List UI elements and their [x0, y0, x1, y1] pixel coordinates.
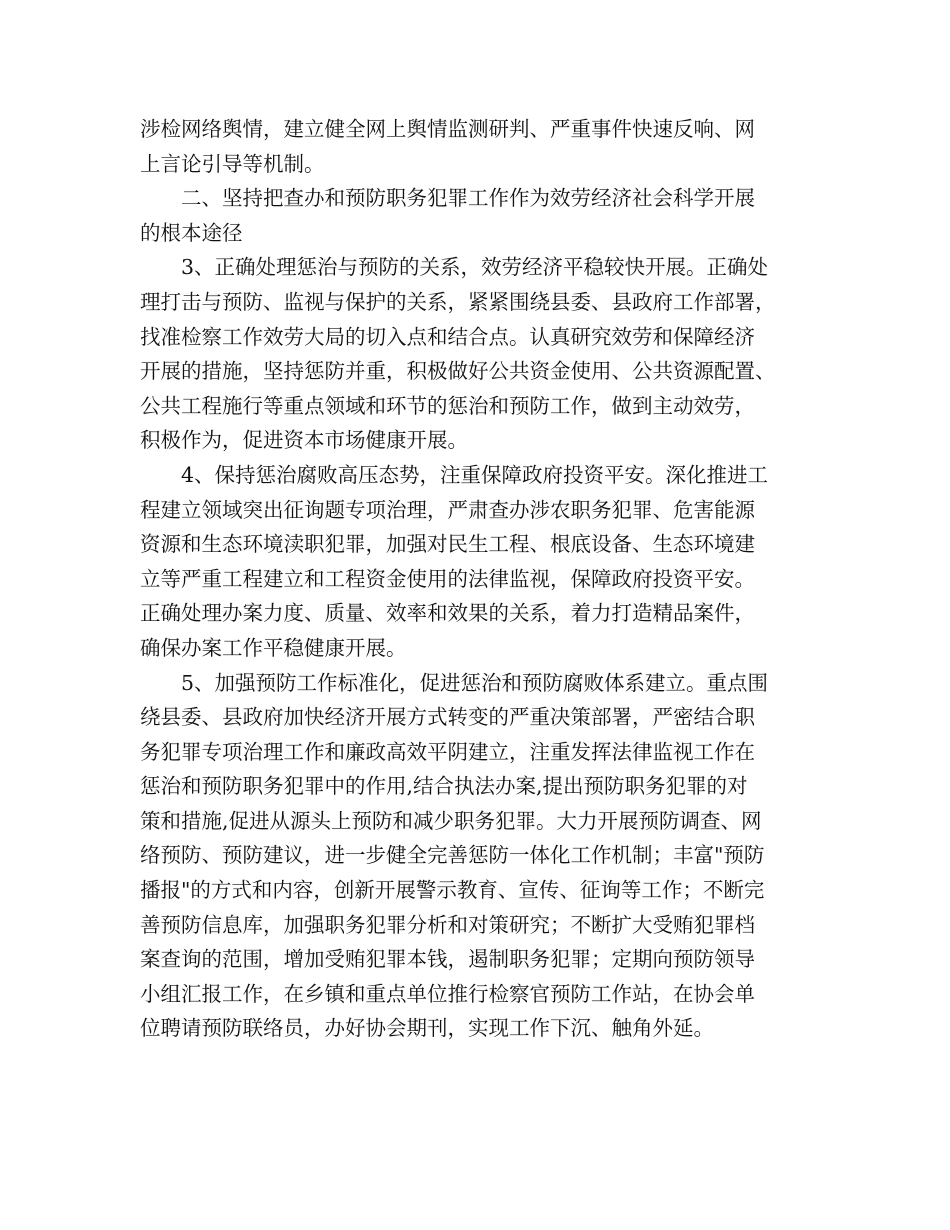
text-line: 理打击与预防、监视与保护的关系，紧紧围绕县委、县政府工作部署，: [140, 289, 776, 314]
text-line: 播报"的方式和内容，创新开展警示教育、宣传、征询等工作；不断完: [140, 878, 765, 903]
text-line: 正确处理办案力度、质量、效率和效果的关系，着力打造精品案件，: [140, 601, 755, 626]
text-line: 上言论引导等机制。: [140, 151, 325, 176]
text-line: 确保办案工作平稳健康开展。: [140, 635, 407, 660]
text-line: 3、正确处理惩治与预防的关系，效劳经济平稳较快开展。正确处: [140, 255, 769, 280]
text-line: 案查询的范围，增加受贿犯罪本钱，遏制职务犯罪；定期向预防领导: [140, 947, 755, 972]
section-heading-line: 的根本途径: [140, 220, 243, 245]
text-line: 位聘请预防联络员，办好协会期刊，实现工作下沉、触角外延。: [140, 1016, 714, 1041]
text-line: 5、加强预防工作标准化，促进惩治和预防腐败体系建立。重点围: [140, 670, 769, 695]
text-line: 立等严重工程建立和工程资金使用的法律监视，保障政府投资平安。: [140, 566, 755, 591]
text-line: 小组汇报工作，在乡镇和重点单位推行检察官预防工作站，在协会单: [140, 981, 755, 1006]
text-line: 程建立领域突出征询题专项治理，严肃查办涉农职务犯罪、危害能源: [140, 497, 755, 522]
text-line: 绕县委、县政府加快经济开展方式转变的严重决策部署，严密结合职: [140, 705, 755, 730]
section-heading-line: 二、坚持把查办和预防职务犯罪工作作为效劳经济社会科学开展: [140, 186, 755, 211]
text-line: 找准检察工作效劳大局的切入点和结合点。认真研究效劳和保障经济: [140, 324, 755, 349]
text-line: 开展的措施，坚持惩防并重，积极做好公共资金使用、公共资源配置、: [140, 359, 776, 384]
text-line: 积极作为，促进资本市场健康开展。: [140, 428, 468, 453]
text-line: 涉检网络舆情，建立健全网上舆情监测研判、严重事件快速反响、网: [140, 117, 755, 141]
body-text: [140, 112, 830, 1046]
text-line: 公共工程施行等重点领域和环节的惩治和预防工作，做到主动效劳，: [140, 393, 755, 418]
text-line: 4、保持惩治腐败高压态势，注重保障政府投资平安。深化推进工: [140, 462, 769, 487]
text-line: 络预防、预防建议，进一步健全完善惩防一体化工作机制；丰富"预防: [140, 843, 765, 868]
text-line: 策和措施,促进从源头上预防和减少职务犯罪。大力开展预防调查、网: [140, 808, 762, 833]
text-line: 善预防信息库，加强职务犯罪分析和对策研究；不断扩大受贿犯罪档: [140, 912, 755, 937]
text-line: 资源和生态环境渎职犯罪，加强对民生工程、根底设备、生态环境建: [140, 532, 755, 557]
text-line: 惩治和预防职务犯罪中的作用,结合执法办案,提出预防职务犯罪的对: [140, 774, 748, 799]
text-line: 务犯罪专项治理工作和廉政高效平阴建立，注重发挥法律监视工作在: [140, 739, 755, 764]
